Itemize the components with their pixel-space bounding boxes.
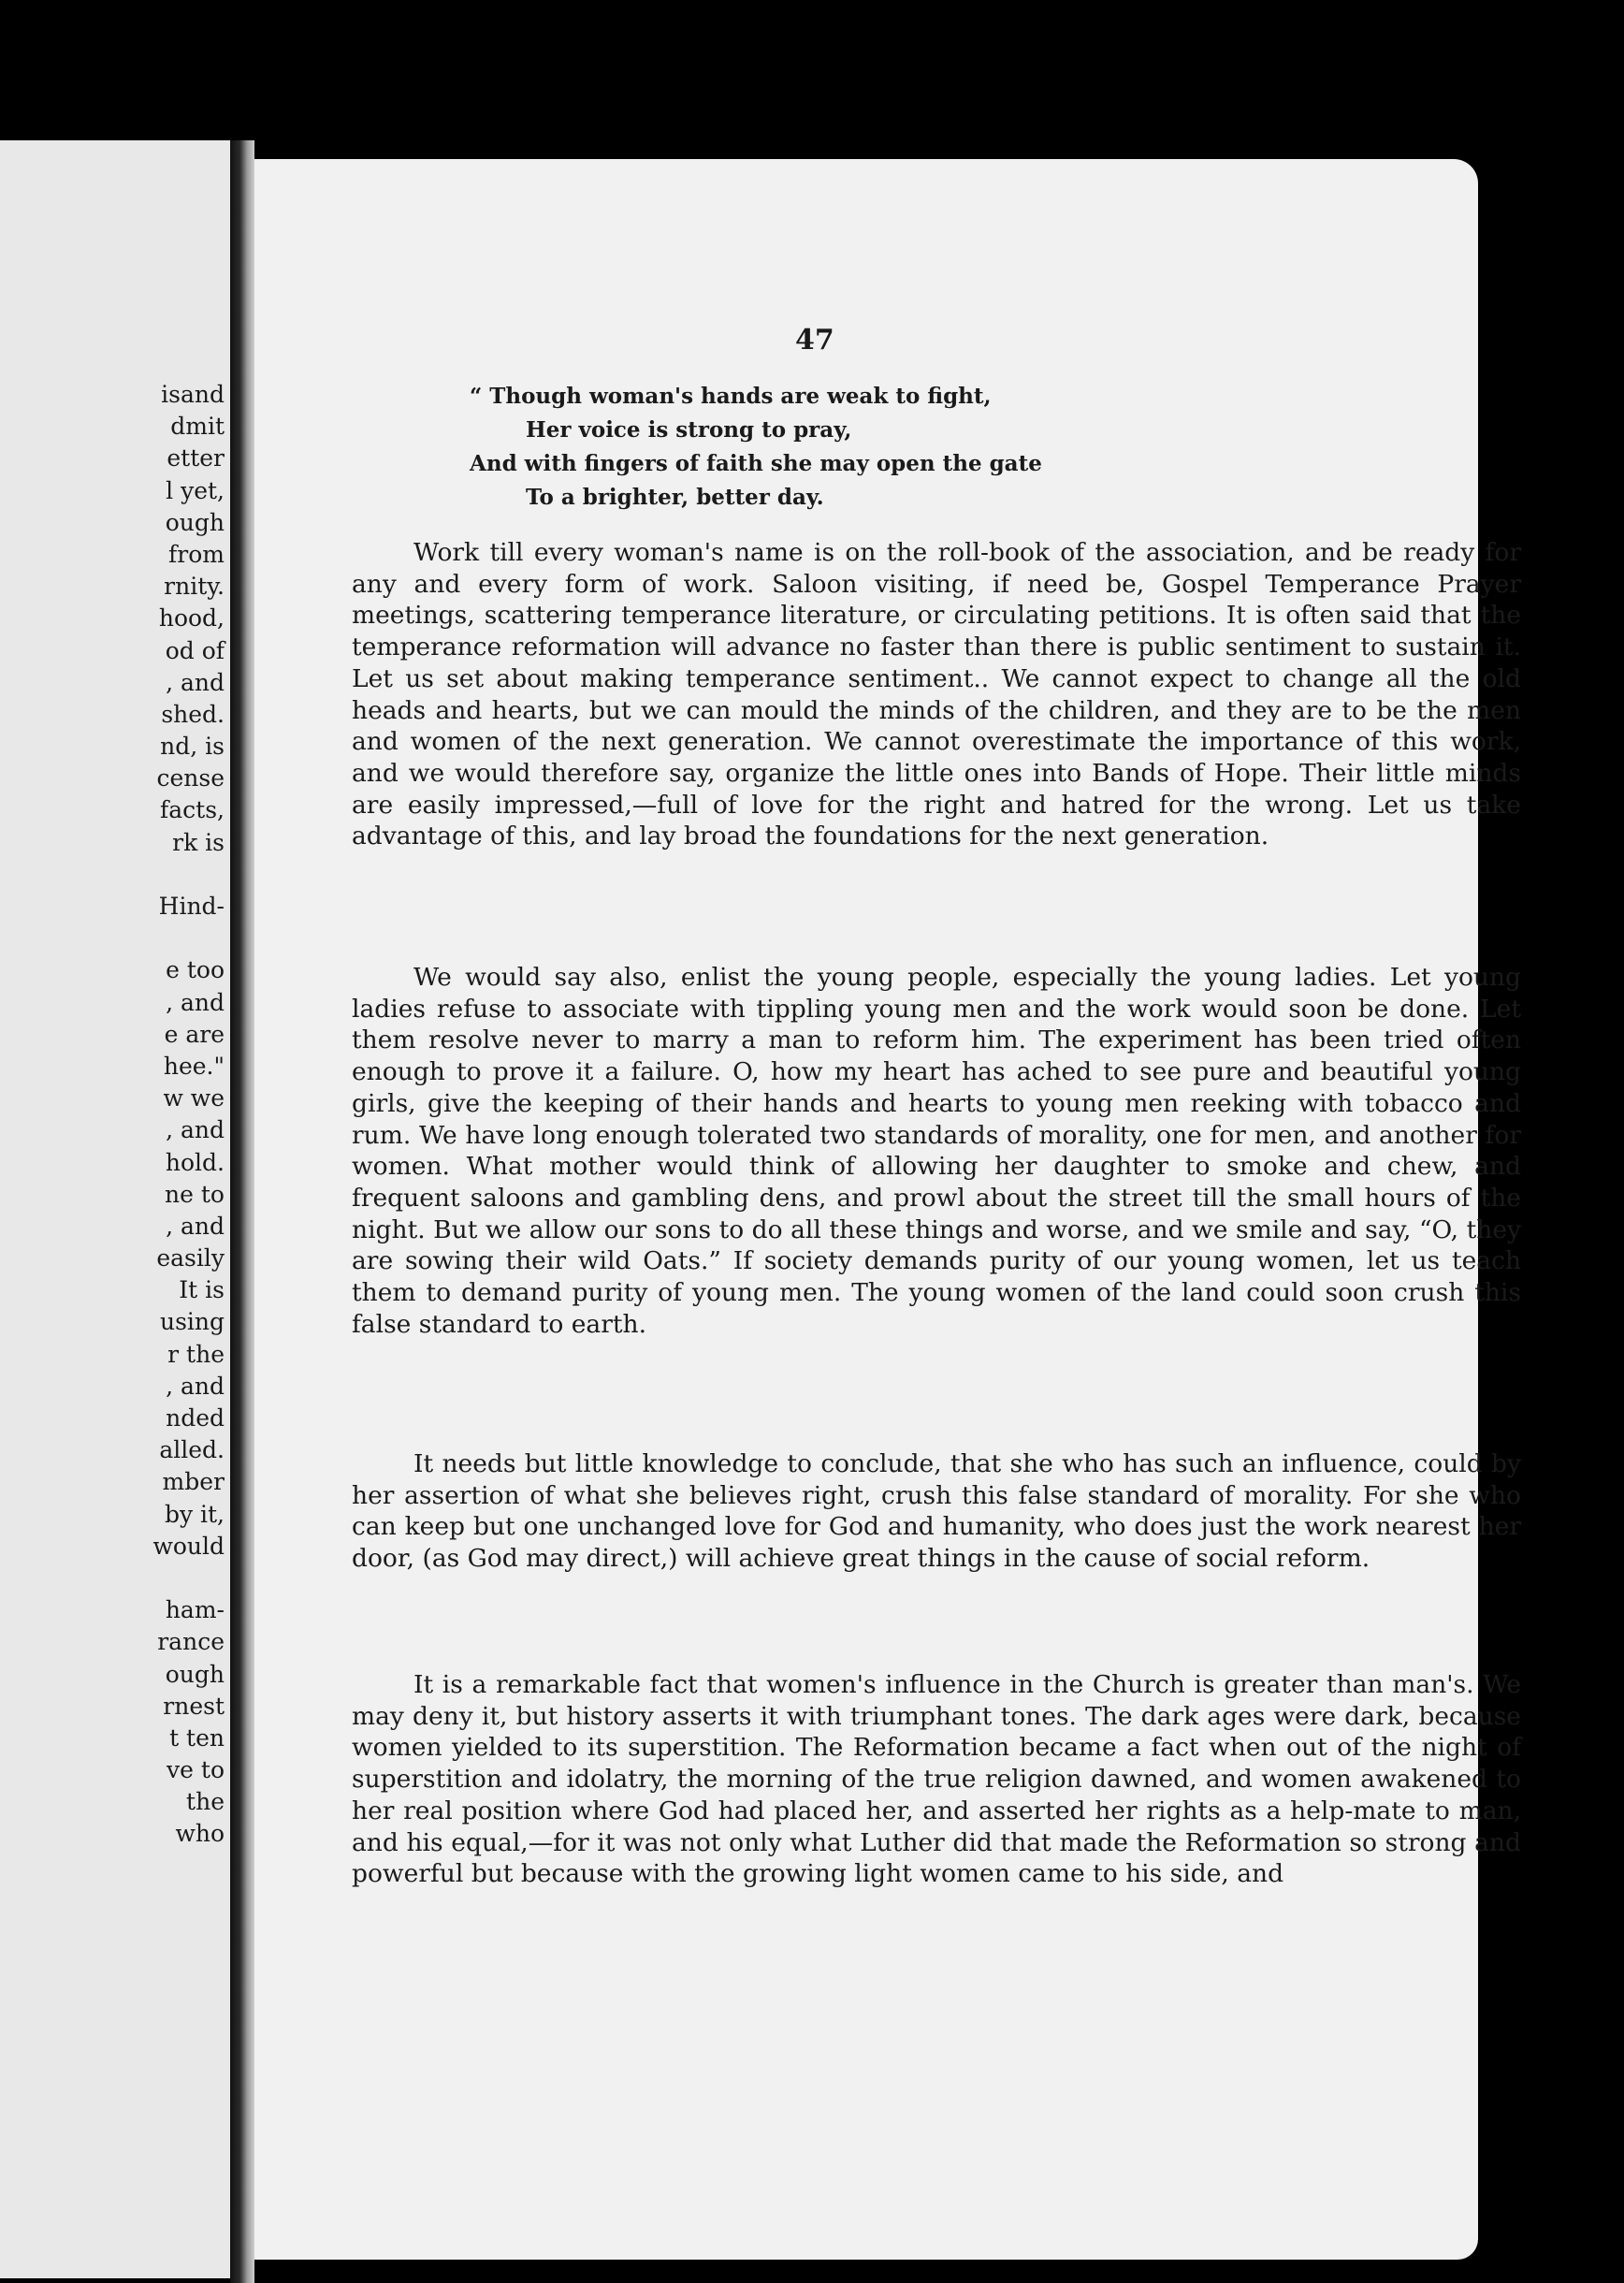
facing-page-line: nd, is	[160, 733, 225, 761]
facing-page-line: alled.	[159, 1436, 225, 1464]
facing-page-line: Hind-	[158, 893, 225, 920]
poem-line: Her voice is strong to pray,	[526, 417, 852, 443]
facing-page-line: etter	[167, 444, 225, 473]
facing-page-line: rk is	[172, 828, 225, 856]
facing-page-line: e too	[166, 956, 225, 984]
facing-page-line: , and	[166, 1372, 225, 1400]
facing-page-line: od of	[165, 636, 225, 664]
paragraph: It needs but little knowledge to conclude, that she who has such an influence, could by her assertion of what she believes right, crush this false standard of morality. For she who can keep but one unchanged love for God and humanity, who does just the work nearest her door, (as God may direct,) will achieve great things in the cause of social reform.	[352, 1449, 1521, 1574]
facing-page-line: isand	[161, 381, 225, 408]
facing-page-line: who	[175, 1820, 225, 1848]
facing-page-line: nded	[166, 1404, 225, 1432]
facing-page-line: by it,	[164, 1500, 225, 1528]
facing-page-line: ham-	[165, 1596, 225, 1624]
paragraph: It is a remarkable fact that women's influence in the Church is greater than man's. We may deny it, but history asserts it with triumphant tones. The dark ages were dark, because women yielded to its superstition. The Reformation became a fact when out of the night of superstition and idolatry, the morning of the true religion dawned, and women awakened to her real position where God had placed her, and asserted her rights as a help-mate to man, and his equal,—for it was not only what Luther did that made the Reformation so strong and powerful but because with the growing light women came to his side, and	[352, 1670, 1521, 1889]
facing-page-line: from	[168, 540, 225, 568]
facing-page-line: ough	[165, 1660, 225, 1688]
facing-page-line: cense	[156, 764, 225, 793]
facing-page-text	[152, 379, 225, 1851]
facing-page	[0, 140, 230, 2278]
facing-page-line	[152, 923, 225, 954]
facing-page-line: hood,	[158, 604, 225, 633]
facing-page-line: ve to	[167, 1756, 225, 1784]
facing-page-line: , and	[166, 668, 225, 696]
facing-page-line: e are	[164, 1020, 225, 1048]
facing-page-line: hee."	[163, 1052, 225, 1080]
facing-page-line	[152, 1563, 225, 1594]
facing-page-line: hold.	[165, 1148, 225, 1176]
facing-page-line: rance	[157, 1628, 225, 1656]
facing-page-line: , and	[166, 988, 225, 1016]
book-binding	[230, 140, 254, 2283]
poem-stanza	[470, 380, 1042, 515]
poem-line: And with fingers of faith she may open the gate	[470, 451, 1042, 476]
facing-page-line	[152, 859, 225, 891]
facing-page-line: facts,	[160, 796, 225, 824]
facing-page-line: l yet,	[166, 476, 225, 504]
facing-page-line: using	[159, 1308, 225, 1336]
facing-page-line: easily	[156, 1244, 225, 1272]
facing-page-line: , and	[166, 1212, 225, 1240]
book-page	[254, 159, 1521, 2260]
paragraph: We would say also, enlist the young people, especially the young ladies. Let young ladies refuse to associate with tippling young men and the work would soon be done. Let them resolve never to marry a man to reform him. The experiment has been tried often enough to prove it a failure. O, how my heart has ached to see pure and beautiful young girls, give the keeping of their hands and hearts to young men reeking with tobacco and rum. We have long enough tolerated two standards of morality, one for men, and another for women. What mother would think of allowing her daughter to smoke and chew, and frequent saloons and gambling dens, and prowl about the street till the small hours of the night. But we allow our sons to do all these things and worse, and we smile and say, “O, they are sowing their wild Oats.” If society demands purity of our young women, let us teach them to demand purity of young men. The young women of the land could soon crush this false standard to earth.	[352, 963, 1521, 1339]
facing-page-line: rnity.	[164, 573, 225, 601]
poem-line: “ Though woman's hands are weak to fight,	[470, 384, 992, 409]
facing-page-line: ough	[165, 508, 225, 536]
facing-page-line: , and	[166, 1116, 225, 1144]
facing-page-line: It is	[179, 1276, 225, 1304]
facing-page-line: w we	[163, 1084, 225, 1112]
facing-page-line: dmit	[170, 413, 225, 441]
facing-page-line: shed.	[161, 700, 225, 728]
facing-page-line: ne to	[165, 1180, 225, 1208]
facing-page-line: r the	[167, 1340, 225, 1368]
paragraph: Work till every woman's name is on the roll-book of the association, and be ready for any and every form of work. Saloon visiting, if need be, Gospel Temperance Prayer meetings, scattering temperance literature, or circulating petitions. It is often said that the temperance reformation will advance no faster than there is public sentiment to sustain it. Let us set about making temperance sentiment.. We cannot expect to change all the old heads and hearts, but we can mould the minds of the children, and they are to be the men and women of the next generation. We cannot overestimate the importance of this work, and we would therefore say, organize the little ones into Bands of Hope. Their little minds are easily impressed,—full of love for the right and hatred for the wrong. Let us take advantage of this, and lay broad the foundations for the next generation.	[352, 538, 1521, 851]
facing-page-line: would	[152, 1532, 225, 1560]
facing-page-line: the	[186, 1788, 225, 1816]
facing-page-line: rnest	[163, 1692, 225, 1720]
poem-line: To a brighter, better day.	[526, 485, 824, 510]
facing-page-line: mber	[162, 1468, 225, 1496]
facing-page-line: t ten	[169, 1723, 225, 1752]
page-number: 47	[795, 324, 834, 356]
